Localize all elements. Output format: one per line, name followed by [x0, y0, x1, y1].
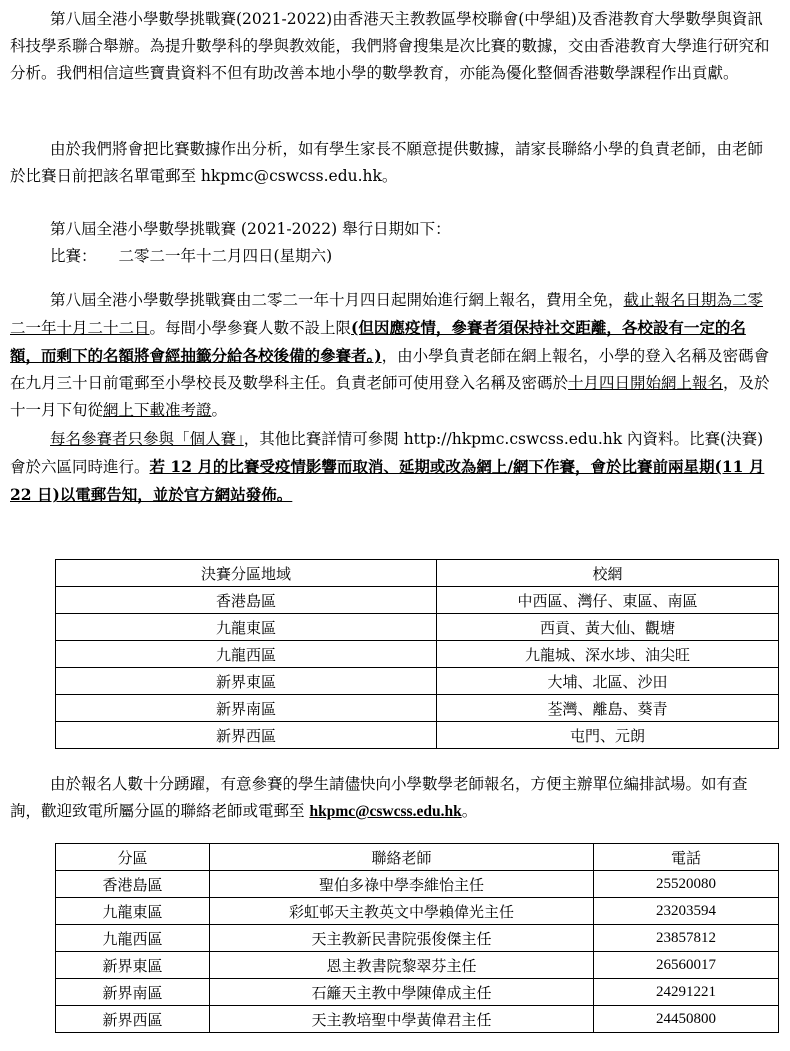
registration-text-2: 。每間小學參賽人數不設上限: [149, 319, 352, 337]
region-cell: 新界東區: [56, 952, 210, 979]
teacher-cell: 聖伯多祿中學李維怡主任: [210, 871, 594, 898]
regions-table: [55, 559, 779, 749]
registration-quota-note: (但因應疫情，參賽者須保持社交距離，各校設有一定的名額，而剩下的名額將會經抽籤分給各校後備的參賽者。): [10, 318, 746, 365]
schedule-block: [10, 216, 776, 270]
region-cell: 新界南區: [56, 695, 437, 722]
phone-cell: 23203594: [594, 898, 779, 925]
contacts-header-teacher: 聯絡老師: [210, 844, 594, 871]
schedule-date: 二零二一年十二月四日(星期六): [118, 247, 333, 265]
region-cell: 新界西區: [56, 722, 437, 749]
teacher-cell: 恩主教書院黎翠芬主任: [210, 952, 594, 979]
schedule-date-line: [50, 243, 776, 270]
schedule-heading: 第八屆全港小學數學挑戰賽 (2021-2022) 舉行日期如下：: [50, 220, 451, 238]
regions-header-region: 決賽分區地域: [56, 560, 437, 587]
data-notice-paragraph: 由於我們將會把比賽數據作出分析，如有學生家長不願意提供數據，請家長聯絡小學的負責老師，由老師於比賽日前把該名單電郵至 hkpmc@cswcss.edu.hk。: [10, 140, 764, 185]
contact-text: 由於報名人數十分踴躍，有意參賽的學生請儘快向小學數學老師報名，方便主辦單位編排試場。如有查詢，歡迎致電所屬分區的聯絡老師或電郵至: [10, 775, 748, 820]
contact-text-end: 。: [461, 802, 478, 820]
region-cell: 九龍西區: [56, 925, 210, 952]
phone-cell: 23857812: [594, 925, 779, 952]
registration-deadline: 截止報名日期為二零二一年十月二十二日: [10, 291, 764, 337]
contact-paragraph: [10, 771, 776, 825]
table-row: [56, 614, 779, 641]
registration-text-1: 第八屆全港小學數學挑戰賽由二零二一年十月四日起開始進行網上報名，費用全免，: [50, 291, 624, 309]
contacts-table: [55, 843, 779, 1033]
region-cell: 香港島區: [56, 871, 210, 898]
contact-email-link[interactable]: hkpmc@cswcss.edu.hk: [309, 803, 462, 820]
table-row: [56, 695, 779, 722]
individual-text: ，其他比賽詳情可參閱 http://hkpmc.cswcss.edu.hk 內資料。比賽(決賽)會於六區同時進行。: [10, 430, 764, 476]
teacher-cell: 天主教培聖中學黃偉君主任: [210, 1006, 594, 1033]
table-row: [56, 1006, 779, 1033]
contacts-header-row: [56, 844, 779, 871]
contacts-header-phone: 電話: [594, 844, 779, 871]
region-cell: 九龍東區: [56, 898, 210, 925]
individual-only-note: 每名參賽者只參與「個人賽」: [50, 430, 244, 448]
districts-cell: 屯門、元朗: [437, 722, 779, 749]
districts-cell: 西貢、黃大仙、觀塘: [437, 614, 779, 641]
districts-cell: 荃灣、離島、葵青: [437, 695, 779, 722]
registration-text-5: 。: [211, 401, 228, 419]
teacher-cell: 石籬天主教中學陳偉成主任: [210, 979, 594, 1006]
teacher-cell: 天主教新民書院張俊傑主任: [210, 925, 594, 952]
registration-text-4: ，及於十一月下旬從: [10, 374, 770, 419]
districts-cell: 大埔、北區、沙田: [437, 668, 779, 695]
region-cell: 新界南區: [56, 979, 210, 1006]
region-cell: 九龍西區: [56, 641, 437, 668]
phone-cell: 24291221: [594, 979, 779, 1006]
phone-cell: 26560017: [594, 952, 779, 979]
registration-text-3: ，由小學負責老師在網上報名，小學的登入名稱及密碼會在九月三十日前電郵至小學校長及數學科主任。負責老師可使用登入名稱及密碼於: [10, 347, 770, 392]
table-row: [56, 668, 779, 695]
region-cell: 新界東區: [56, 668, 437, 695]
districts-cell: 中西區、灣仔、東區、南區: [437, 587, 779, 614]
schedule-label: 比賽：: [50, 247, 97, 265]
admission-download: 網上下載准考證: [103, 401, 212, 419]
phone-cell: 25520080: [594, 871, 779, 898]
table-row: [56, 871, 779, 898]
table-row: [56, 925, 779, 952]
region-cell: 九龍東區: [56, 614, 437, 641]
phone-cell: 24450800: [594, 1006, 779, 1033]
registration-paragraph: [10, 287, 776, 424]
table-row: [56, 952, 779, 979]
region-cell: 香港島區: [56, 587, 437, 614]
table-row: [56, 722, 779, 749]
intro-paragraph: 第八屆全港小學數學挑戰賽(2021-2022)由香港天主教教區學校聯會(中學組)及香港教育大學數學與資訊科技學系聯合舉辦。為提升數學科的學與教效能，我們將會搜集是次比賽的數據，交由香港教育大學進行研究和分析。我們相信這些寶貴資料不但有助改善本地小學的數學教育，亦能為優化整個香港數學課程作出貢獻。: [10, 10, 770, 82]
table-row: [56, 641, 779, 668]
covid-notice: 若 12 月的比賽受疫情影響而取消、延期或改為網上/網下作賽，會於比賽前兩星期(11 月 22 日)以電郵告知，並於官方網站發佈。: [10, 457, 765, 504]
contacts-header-region: 分區: [56, 844, 210, 871]
registration-start: 十月四日開始網上報名: [568, 374, 724, 392]
table-row: [56, 979, 779, 1006]
teacher-cell: 彩虹邨天主教英文中學賴偉光主任: [210, 898, 594, 925]
individual-paragraph: [10, 426, 776, 509]
regions-header-districts: 校網: [437, 560, 779, 587]
table-row: [56, 898, 779, 925]
table-row: [56, 587, 779, 614]
regions-header-row: [56, 560, 779, 587]
region-cell: 新界西區: [56, 1006, 210, 1033]
districts-cell: 九龍城、深水埗、油尖旺: [437, 641, 779, 668]
